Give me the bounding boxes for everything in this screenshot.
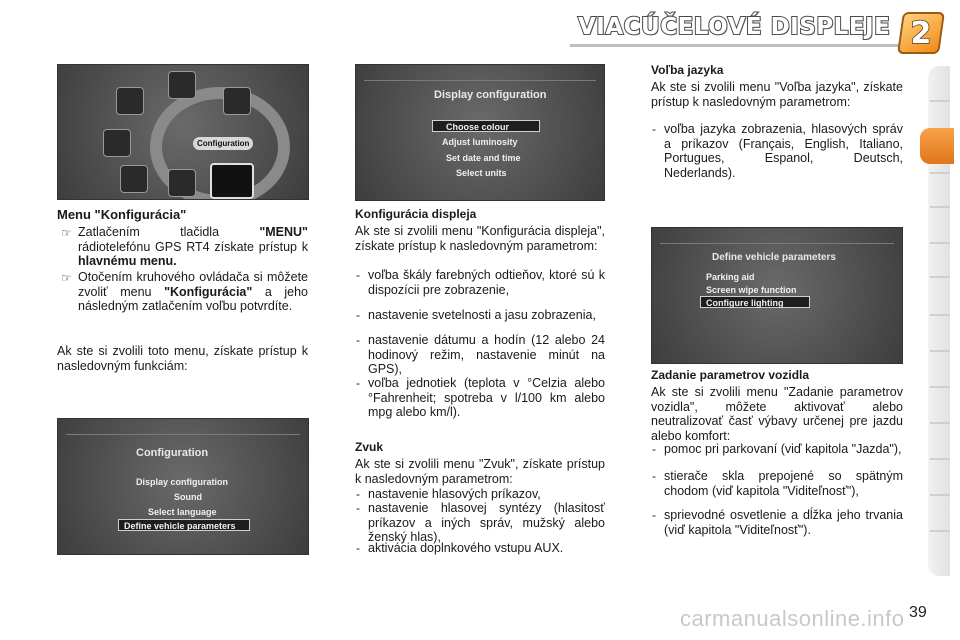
figure-menu-wheel	[57, 64, 309, 200]
tab-divider	[930, 314, 950, 316]
tab-divider	[930, 494, 950, 496]
tab-divider	[930, 422, 950, 424]
watermark: carmanualsonline.info	[680, 606, 905, 631]
tab-divider	[930, 100, 950, 102]
figure-status-bar	[66, 425, 300, 435]
active-chapter-tab	[920, 128, 954, 164]
radio-icon	[116, 87, 144, 115]
figure-status-bar	[364, 71, 596, 81]
list-item: pomoc pri parkovaní (viď kapitola "Jazda"),	[664, 442, 902, 456]
figure-display-configuration	[355, 64, 605, 201]
finger-pointer-icon: ☞	[61, 271, 72, 285]
section-heading-sound: Zvuk	[355, 440, 384, 454]
section-heading-display-configuration: Konfigurácia displeja	[355, 207, 477, 221]
list-item: sprievodné osvetlenie a dĺžka jeho trvania (viď kapitola "Viditeľnosť").	[664, 508, 903, 537]
list-item: nastavenie svetelnosti a jasu zobrazenia,	[368, 308, 596, 322]
tab-divider	[930, 350, 950, 352]
section-heading-menu-configuration: Menu "Konfigurácia"	[57, 207, 187, 222]
list-dash: -	[356, 376, 360, 390]
list-dash: -	[652, 442, 656, 456]
list-item: voľba škály farebných odtieňov, ktoré sú k dispozícii pre zobrazenie,	[368, 268, 605, 297]
text-run: a jeho následným zatlačením voľbu potvrdíte.	[78, 284, 308, 313]
list-dash: -	[356, 333, 360, 347]
figure-title: Define vehicle parameters	[712, 252, 836, 263]
list-item: voľba jazyka zobrazenia, hlasových správ a príkazov (Français, English, Italiano, Portugues, Espanol, Deutsch, Nederlands).	[664, 122, 903, 180]
navigation-icon	[103, 129, 131, 157]
section-heading-language: Voľba jazyka	[651, 63, 724, 77]
text-run-bold: "MENU"	[259, 225, 308, 239]
tab-divider	[930, 206, 950, 208]
menu-item: Display configuration	[136, 477, 229, 487]
list-dash: -	[652, 508, 656, 522]
menu-item: Select language	[148, 507, 217, 517]
menu-item: Adjust luminosity	[442, 137, 518, 147]
list-dash: -	[356, 308, 360, 322]
text-run: Otočením kruhového ovládača si môžete zvoliť menu	[78, 270, 308, 299]
figure-vehicle-parameters	[651, 227, 903, 364]
instruction-rotary-knob	[78, 270, 308, 314]
tab-divider	[930, 530, 950, 532]
phone-icon	[223, 87, 251, 115]
chapter-number: 2	[910, 16, 932, 51]
figure-screen	[356, 65, 604, 200]
menu-item: Sound	[174, 492, 202, 502]
title-rule	[570, 44, 900, 47]
section-heading-vehicle-parameters: Zadanie parametrov vozidla	[651, 368, 810, 382]
finger-pointer-icon: ☞	[61, 226, 72, 240]
list-item: nastavenie hlasových príkazov,	[368, 487, 541, 501]
menu-item: Configure lighting	[706, 298, 784, 308]
tab-divider	[930, 276, 950, 278]
paragraph-vehicle-intro: Ak ste si zvolili menu "Zadanie parametrov vozidla", môžete aktivovať alebo neutralizovať časť výbavy určenej pre jazdu alebo komfort:	[651, 385, 903, 443]
text-run: rádiotelefónu GPS RT4 získate prístup k	[78, 239, 308, 254]
menu-item: Choose colour	[446, 122, 510, 132]
list-dash: -	[356, 268, 360, 282]
list-item: stierače skla prepojené so spätným chodom (viď kapitola "Viditeľnosť"),	[664, 469, 903, 498]
wheel-center-label: Configuration	[193, 137, 253, 150]
chapter-badge	[897, 12, 945, 54]
menu-item: Define vehicle parameters	[124, 521, 236, 531]
menu-item: Set date and time	[446, 153, 521, 163]
paragraph-language-intro: Ak ste si zvolili menu "Voľba jazyka", získate prístup k nasledovným parametrom:	[651, 80, 903, 109]
list-item: aktivácia doplnkového vstupu AUX.	[368, 541, 564, 555]
menu-item: Screen wipe function	[706, 285, 797, 295]
list-item: nastavenie hlasovej syntézy (hlasitosť príkazov a iných správ, mužský alebo ženský hlas),	[368, 501, 605, 544]
menu-item: Select units	[456, 168, 507, 178]
paragraph-sound-intro: Ak ste si zvolili menu "Zvuk", získate prístup k nasledovným parametrom:	[355, 457, 605, 486]
figure-status-bar	[660, 234, 894, 244]
paragraph-functions-intro: Ak ste si zvolili toto menu, získate prístup k nasledovným funkciám:	[57, 344, 308, 373]
list-dash: -	[356, 487, 360, 501]
figure-title: Display configuration	[434, 89, 547, 101]
tab-divider	[930, 458, 950, 460]
list-dash: -	[652, 122, 656, 136]
menu-item: Parking aid	[706, 272, 755, 282]
tab-divider	[930, 386, 950, 388]
tab-divider	[930, 172, 950, 174]
list-item: voľba jednotiek (teplota v °Celzia alebo °Fahrenheit; spotreba v l/100 km alebo mpg alebo km/l).	[368, 376, 605, 419]
configuration-icon	[210, 163, 254, 199]
list-dash: -	[356, 501, 360, 515]
paragraph-display-intro: Ak ste si zvolili menu "Konfigurácia displeja", získate prístup k nasledovným parametrom:	[355, 224, 605, 253]
warning-triangle-icon	[168, 71, 196, 99]
list-dash: -	[356, 541, 360, 555]
instruction-menu-button	[78, 225, 308, 269]
list-item: nastavenie dátumu a hodín (12 alebo 24 hodinový režim, nastavenie minút na GPS),	[368, 333, 605, 376]
figure-title: Configuration	[136, 447, 209, 459]
figure-configuration	[57, 418, 309, 555]
page-number: 39	[909, 604, 927, 621]
page-title: VIACÚČELOVÉ DISPLEJE	[578, 14, 891, 40]
text-run-bold: hlavnému menu.	[78, 254, 177, 268]
text-run: Zatlačením tlačidla	[78, 225, 260, 239]
list-dash: -	[652, 469, 656, 483]
tools-icon	[120, 165, 148, 193]
directory-icon	[168, 169, 196, 197]
text-run-bold: "Konfigurácia"	[164, 284, 253, 299]
tab-divider	[930, 242, 950, 244]
